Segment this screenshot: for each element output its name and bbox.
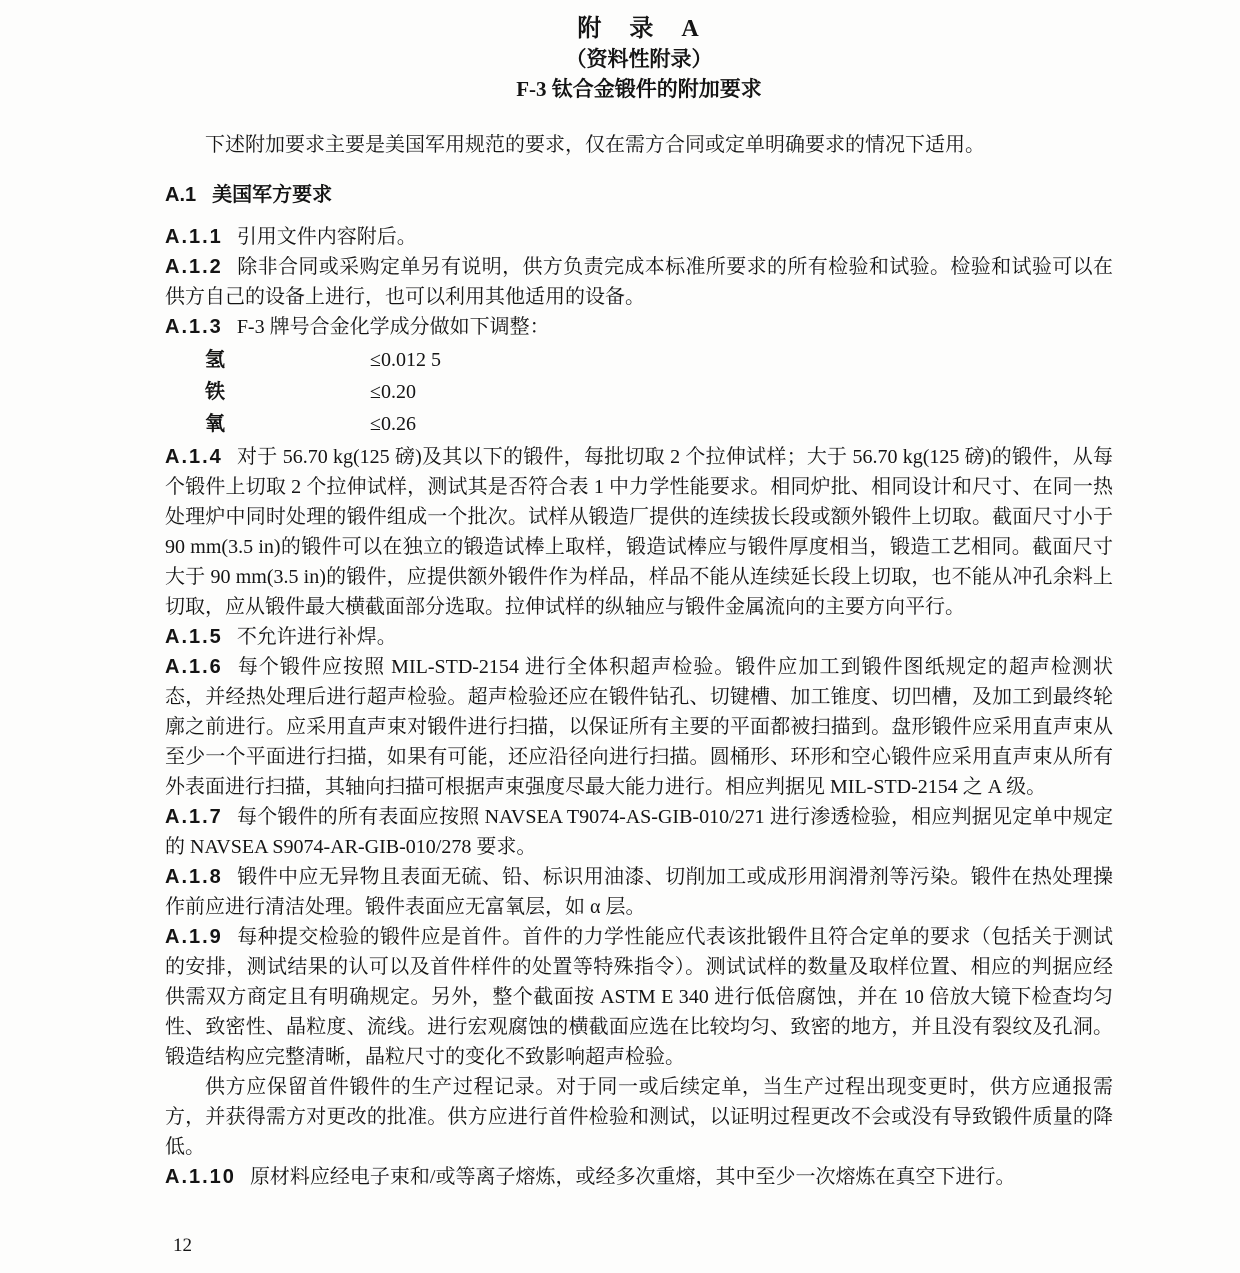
- section-number: A.1: [165, 184, 197, 206]
- clause-number: A.1.8: [165, 866, 223, 888]
- clause-a1-9: [165, 922, 1113, 1072]
- clause-text: 不允许进行补焊。: [236, 626, 397, 648]
- clause-text: 供方应保留首件锻件的生产过程记录。对于同一或后续定单，当生产过程出现变更时，供方应通报需方，并获得需方对更改的批准。供方应进行首件检验和测试，以证明过程更改不会或没有导致锻件质量的降低。: [165, 1076, 1113, 1158]
- section-title: 美国军方要求: [212, 184, 333, 206]
- clause-number: A.1.2: [165, 256, 223, 278]
- clause-text: 每种提交检验的锻件应是首件。首件的力学性能应代表该批锻件且符合定单的要求（包括关于测试的安排，测试结果的认可以及首件样件的处置等特殊指令）。测试试样的数量及取样位置、相应的判据应经供需双方商定且有明确规定。另外，整个截面按 ASTM E 340 进行低倍腐蚀，并在 10 倍放大镜下检查均匀性、致密性、晶粒度、流线。进行宏观腐蚀的横截面应选在比较均匀、致密的地方，并且没有裂纹及孔洞。锻造结构应完整清晰，晶粒尺寸的变化不致影响超声检验。: [165, 926, 1113, 1068]
- clause-text: 锻件中应无异物且表面无硫、铅、标识用油漆、切削加工或成形用润滑剂等污染。锻件在热处理操作前应进行清洁处理。锻件表面应无富氧层，如 α 层。: [165, 866, 1113, 918]
- clause-number: A.1.4: [165, 446, 223, 468]
- chemistry-adjustment-list: [205, 344, 1113, 440]
- clause-a1-6: [165, 652, 1113, 802]
- clause-a1-4: [165, 442, 1113, 622]
- clause-a1-10: [165, 1162, 1113, 1192]
- chem-limit: ≤0.26: [370, 413, 416, 435]
- clause-number: A.1.9: [165, 926, 223, 948]
- clause-a1-8: [165, 862, 1113, 922]
- clause-number: A.1.7: [165, 806, 223, 828]
- clause-text: 原材料应经电子束和/或等离子熔炼，或经多次重熔，其中至少一次熔炼在真空下进行。: [249, 1166, 1016, 1188]
- chem-row-iron: [205, 376, 1113, 408]
- clause-text: 对于 56.70 kg(125 磅)及其以下的锻件，每批切取 2 个拉伸试样；大于 56.70 kg(125 磅)的锻件，从每个锻件上切取 2 个拉伸试样，测试其是否符合表 1 中力学性能要求。相同炉批、相同设计和尺寸、在同一热处理炉中同时处理的锻件组成一个批次。试样从锻造厂提供的连续拔长段或额外锻件上切取。截面尺寸小于 90 mm(3.5 in)的锻件可以在独立的锻造试棒上取样，锻造试棒应与锻件厚度相当，锻造工艺相同。截面尺寸大于 90 mm(3.5 in)的锻件，应提供额外锻件作为样品，样品不能从连续延长段上切取，也不能从冲孔余料上切取，应从锻件最大横截面部分选取。拉伸试样的纵轴应与锻件金属流向的主要方向平行。: [165, 446, 1113, 618]
- clause-number: A.1.10: [165, 1166, 236, 1188]
- clause-number: A.1.5: [165, 626, 223, 648]
- clause-a1-9-continuation: [165, 1072, 1113, 1162]
- intro-paragraph: 下述附加要求主要是美国军用规范的要求，仅在需方合同或定单明确要求的情况下适用。: [205, 134, 985, 156]
- chem-element: 氧: [205, 413, 225, 435]
- clause-a1-7: [165, 802, 1113, 862]
- clause-text: 除非合同或采购定单另有说明，供方负责完成本标准所要求的所有检验和试验。检验和试验可以在供方自己的设备上进行，也可以利用其他适用的设备。: [165, 256, 1113, 308]
- chem-element: 铁: [205, 381, 225, 403]
- clause-a1-5: [165, 622, 1113, 652]
- section-a1-heading: [165, 180, 1113, 210]
- chem-row-oxygen: [205, 408, 1113, 440]
- appendix-title: 附 录 A: [577, 16, 701, 42]
- clause-number: A.1.3: [165, 316, 223, 338]
- appendix-heading: F-3 钛合金锻件的附加要求: [516, 77, 762, 101]
- clause-number: A.1.6: [165, 656, 223, 678]
- chem-limit: ≤0.012 5: [370, 349, 441, 371]
- page-number: 12: [173, 1235, 192, 1256]
- clause-text: F-3 牌号合金化学成分做如下调整：: [236, 316, 550, 338]
- clause-a1-2: [165, 252, 1113, 312]
- chem-element: 氢: [205, 349, 225, 371]
- clause-text: 每个锻件的所有表面应按照 NAVSEA T9074-AS-GIB-010/271 进行渗透检验，相应判据见定单中规定的 NAVSEA S9074-AR-GIB-010/278 要求。: [165, 806, 1113, 858]
- chem-row-hydrogen: [205, 344, 1113, 376]
- clause-a1-1: [165, 222, 1113, 252]
- chem-limit: ≤0.20: [370, 381, 416, 403]
- clause-text: 引用文件内容附后。: [236, 226, 417, 248]
- clause-number: A.1.1: [165, 226, 223, 248]
- appendix-subtitle: （资料性附录）: [565, 47, 713, 71]
- clause-a1-3: [165, 312, 1113, 342]
- clause-text: 每个锻件应按照 MIL-STD-2154 进行全体积超声检验。锻件应加工到锻件图纸规定的超声检测状态，并经热处理后进行超声检验。超声检验还应在锻件钻孔、切键槽、加工锥度、切凹槽，及加工到最终轮廓之前进行。应采用直声束对锻件进行扫描，以保证所有主要的平面都被扫描到。盘形锻件应采用直声束从至少一个平面进行扫描，如果有可能，还应沿径向进行扫描。圆桶形、环形和空心锻件应采用直声束从所有外表面进行扫描，其轴向扫描可根据声束强度尽最大能力进行。相应判据见 MIL-STD-2154 之 A 级。: [165, 656, 1113, 798]
